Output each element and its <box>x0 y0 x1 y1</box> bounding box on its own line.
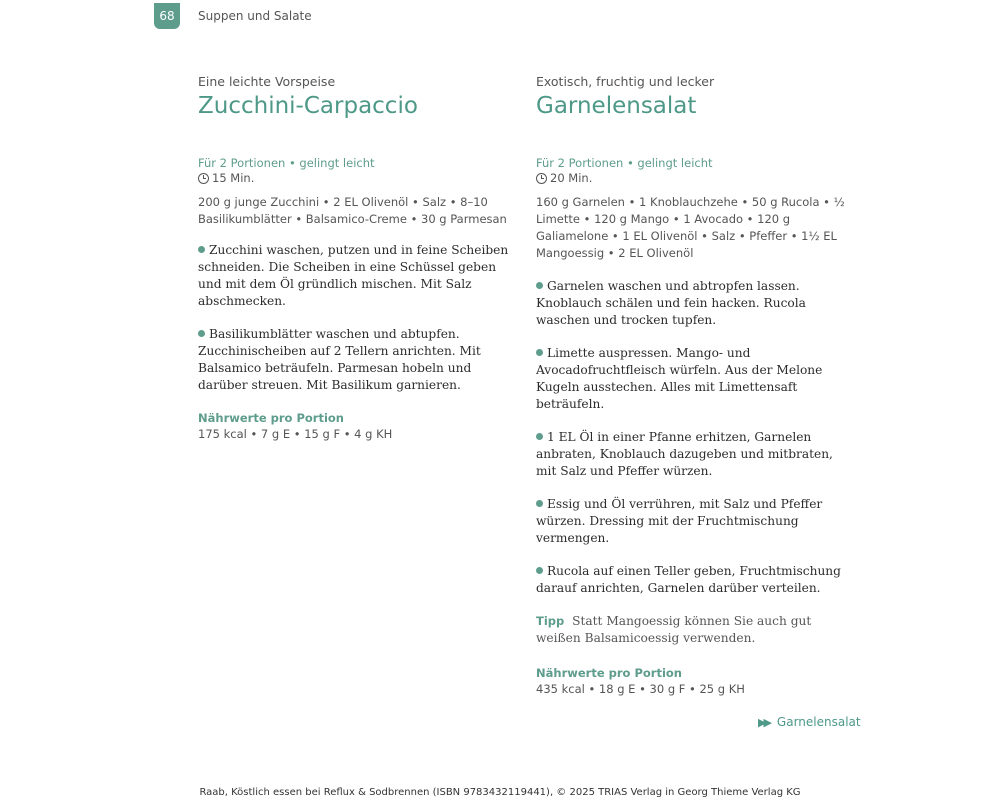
portions-info: Für 2 Portionen • gelingt leicht <box>536 156 713 170</box>
portions-info: Für 2 Portionen • gelingt leicht <box>198 156 375 170</box>
bullet-icon <box>536 567 543 574</box>
steps-list <box>536 278 848 597</box>
bullet-icon <box>198 330 205 337</box>
clock-icon <box>198 173 209 184</box>
tip-label: Tipp <box>536 614 565 628</box>
recipe-title: Zucchini-Carpaccio <box>198 93 418 119</box>
cross-reference-label: Garnelensalat <box>776 715 861 729</box>
time-info <box>536 171 848 186</box>
recipe-meta <box>536 156 848 186</box>
step-item <box>536 278 848 329</box>
time-info <box>198 171 510 186</box>
bullet-icon <box>536 349 543 356</box>
recipe-meta <box>198 156 510 186</box>
step-item <box>198 326 510 394</box>
step-text: Rucola auf einen Teller geben, Fruchtmischung darauf anrichten, Garnelen darüber verteilen. <box>536 564 841 595</box>
double-chevron-right-icon: ▶▶ <box>758 715 769 729</box>
step-text: 1 EL Öl in einer Pfanne erhitzen, Garnelen anbraten, Knoblauch dazugeben und mitbraten, mit Salz und Pfeffer würzen. <box>536 430 833 478</box>
bullet-icon <box>536 500 543 507</box>
step-text: Limette auspressen. Mango- und Avocadofruchtfleisch würfeln. Aus der Melone Kugeln ausstechen. Alles mit Limettensaft beträufeln. <box>536 346 823 411</box>
step-item <box>536 496 848 547</box>
tip-box <box>536 613 848 647</box>
bullet-icon <box>536 282 543 289</box>
page-number: 68 <box>154 3 180 29</box>
nutrition-heading: Nährwerte pro Portion <box>536 666 682 680</box>
tip-text: Statt Mangoessig können Sie auch gut weißen Balsamicoessig verwenden. <box>536 614 812 645</box>
ingredients-list: 200 g junge Zucchini • 2 EL Olivenöl • Salz • 8–10 Basilikumblätter • Balsamico-Creme • 30 g Parmesan <box>198 195 507 226</box>
time-value: 15 Min. <box>212 171 255 185</box>
step-item <box>536 429 848 480</box>
recipe-subtitle: Eine leichte Vorspeise <box>198 74 336 89</box>
step-text: Essig und Öl verrühren, mit Salz und Pfeffer würzen. Dressing mit der Fruchtmischung vermengen. <box>536 497 823 545</box>
ingredients-list: 160 g Garnelen • 1 Knoblauchzehe • 50 g Rucola • ½ Limette • 120 g Mango • 1 Avocado • 120 g Galiamelone • 1 EL Olivenöl • Salz • Pfeffer • 1½ EL Mangoessig • 2 EL Olivenöl <box>536 195 845 260</box>
recipe-title: Garnelensalat <box>536 93 697 119</box>
nutrition-values: 435 kcal • 18 g E • 30 g F • 25 g KH <box>536 682 745 696</box>
recipe-garnelensalat <box>536 74 848 698</box>
bullet-icon <box>198 246 205 253</box>
copyright-footer: Raab, Köstlich essen bei Reflux & Sodbrennen (ISBN 9783432119441), © 2025 TRIAS Verlag in Georg Thieme Verlag KG <box>199 787 801 798</box>
step-text: Zucchini waschen, putzen und in feine Scheiben schneiden. Die Scheiben in eine Schüssel geben und mit dem Öl gründlich mischen. Mit Salz abschmecken. <box>198 243 509 308</box>
step-text: Garnelen waschen und abtropfen lassen. Knoblauch schälen und fein hacken. Rucola waschen und trocken tupfen. <box>536 279 806 327</box>
cross-reference-link[interactable] <box>758 715 861 729</box>
bullet-icon <box>536 433 543 440</box>
recipe-subtitle: Exotisch, fruchtig und lecker <box>536 74 715 89</box>
running-head: Suppen und Salate <box>198 9 312 23</box>
steps-list <box>198 242 510 394</box>
clock-icon <box>536 173 547 184</box>
step-text: Basilikumblätter waschen und abtupfen. Zucchinischeiben auf 2 Tellern anrichten. Mit Balsamico beträufeln. Parmesan hobeln und darüber streuen. Mit Basilikum garnieren. <box>198 327 481 392</box>
recipe-zucchini-carpaccio <box>198 74 510 443</box>
time-value: 20 Min. <box>550 171 593 185</box>
step-item <box>536 563 848 597</box>
step-item <box>198 242 510 310</box>
nutrition-values: 175 kcal • 7 g E • 15 g F • 4 g KH <box>198 427 393 441</box>
step-item <box>536 345 848 413</box>
nutrition-heading: Nährwerte pro Portion <box>198 411 344 425</box>
